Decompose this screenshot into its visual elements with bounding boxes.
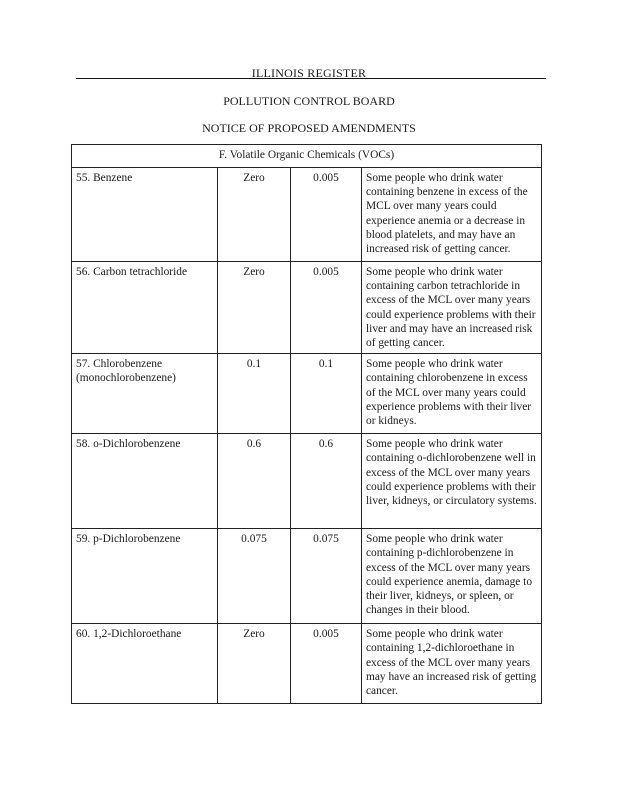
- table-row: [72, 529, 542, 624]
- contaminant-cell: 59. p-Dichlorobenzene: [72, 529, 218, 624]
- mcl-cell: 0.005: [291, 262, 362, 354]
- mclg-cell: Zero: [218, 624, 291, 704]
- health-effects-cell: Some people who drink water containing benzene in excess of the MCL over many years could experience anemia or a decrease in blood platelets, and may have an increased risk of getting cancer.: [362, 168, 542, 262]
- health-effects-cell: Some people who drink water containing o-dichlorobenzene well in excess of the MCL over many years could experience problems with their liver, kidneys, or circulatory systems.: [362, 434, 542, 529]
- mcl-cell: 0.005: [291, 624, 362, 704]
- mclg-cell: Zero: [218, 262, 291, 354]
- mcl-cell: 0.1: [291, 354, 362, 434]
- mclg-cell: 0.6: [218, 434, 291, 529]
- mclg-cell: 0.075: [218, 529, 291, 624]
- mcl-cell: 0.005: [291, 168, 362, 262]
- table-row: [72, 262, 542, 354]
- health-effects-cell: Some people who drink water containing 1,2-dichloroethane in excess of the MCL over many years may have an increased risk of getting cancer.: [362, 624, 542, 704]
- health-effects-cell: Some people who drink water containing p-dichlorobenzene in excess of the MCL over many years could experience anemia, damage to their liver, kidneys, or spleen, or changes in their blood.: [362, 529, 542, 624]
- table-title-row: [72, 145, 542, 168]
- header-rule: [76, 78, 546, 79]
- table-row: [72, 434, 542, 529]
- voc-table: [71, 144, 542, 704]
- table-row: [72, 354, 542, 434]
- contaminant-cell: 56. Carbon tetrachloride: [72, 262, 218, 354]
- table-row: [72, 624, 542, 704]
- mcl-cell: 0.6: [291, 434, 362, 529]
- mclg-cell: 0.1: [218, 354, 291, 434]
- board-name: POLLUTION CONTROL BOARD: [223, 94, 395, 108]
- health-effects-cell: Some people who drink water containing chlorobenzene in excess of the MCL over many years could experience problems with their liver or kidneys.: [362, 354, 542, 434]
- table-title: F. Volatile Organic Chemicals (VOCs): [72, 145, 542, 168]
- table-row: [72, 168, 542, 262]
- contaminant-cell: 58. o-Dichlorobenzene: [72, 434, 218, 529]
- mclg-cell: Zero: [218, 168, 291, 262]
- contaminant-cell: 60. 1,2-Dichloroethane: [72, 624, 218, 704]
- notice-title: NOTICE OF PROPOSED AMENDMENTS: [202, 121, 416, 135]
- mcl-cell: 0.075: [291, 529, 362, 624]
- register-title: ILLINOIS REGISTER: [251, 66, 367, 80]
- contaminant-cell: 55. Benzene: [72, 168, 218, 262]
- health-effects-cell: Some people who drink water containing carbon tetrachloride in excess of the MCL over many years could experience problems with their liver and may have an increased risk of getting cancer.: [362, 262, 542, 354]
- contaminant-cell: 57. Chlorobenzene (monochlorobenzene): [72, 354, 218, 434]
